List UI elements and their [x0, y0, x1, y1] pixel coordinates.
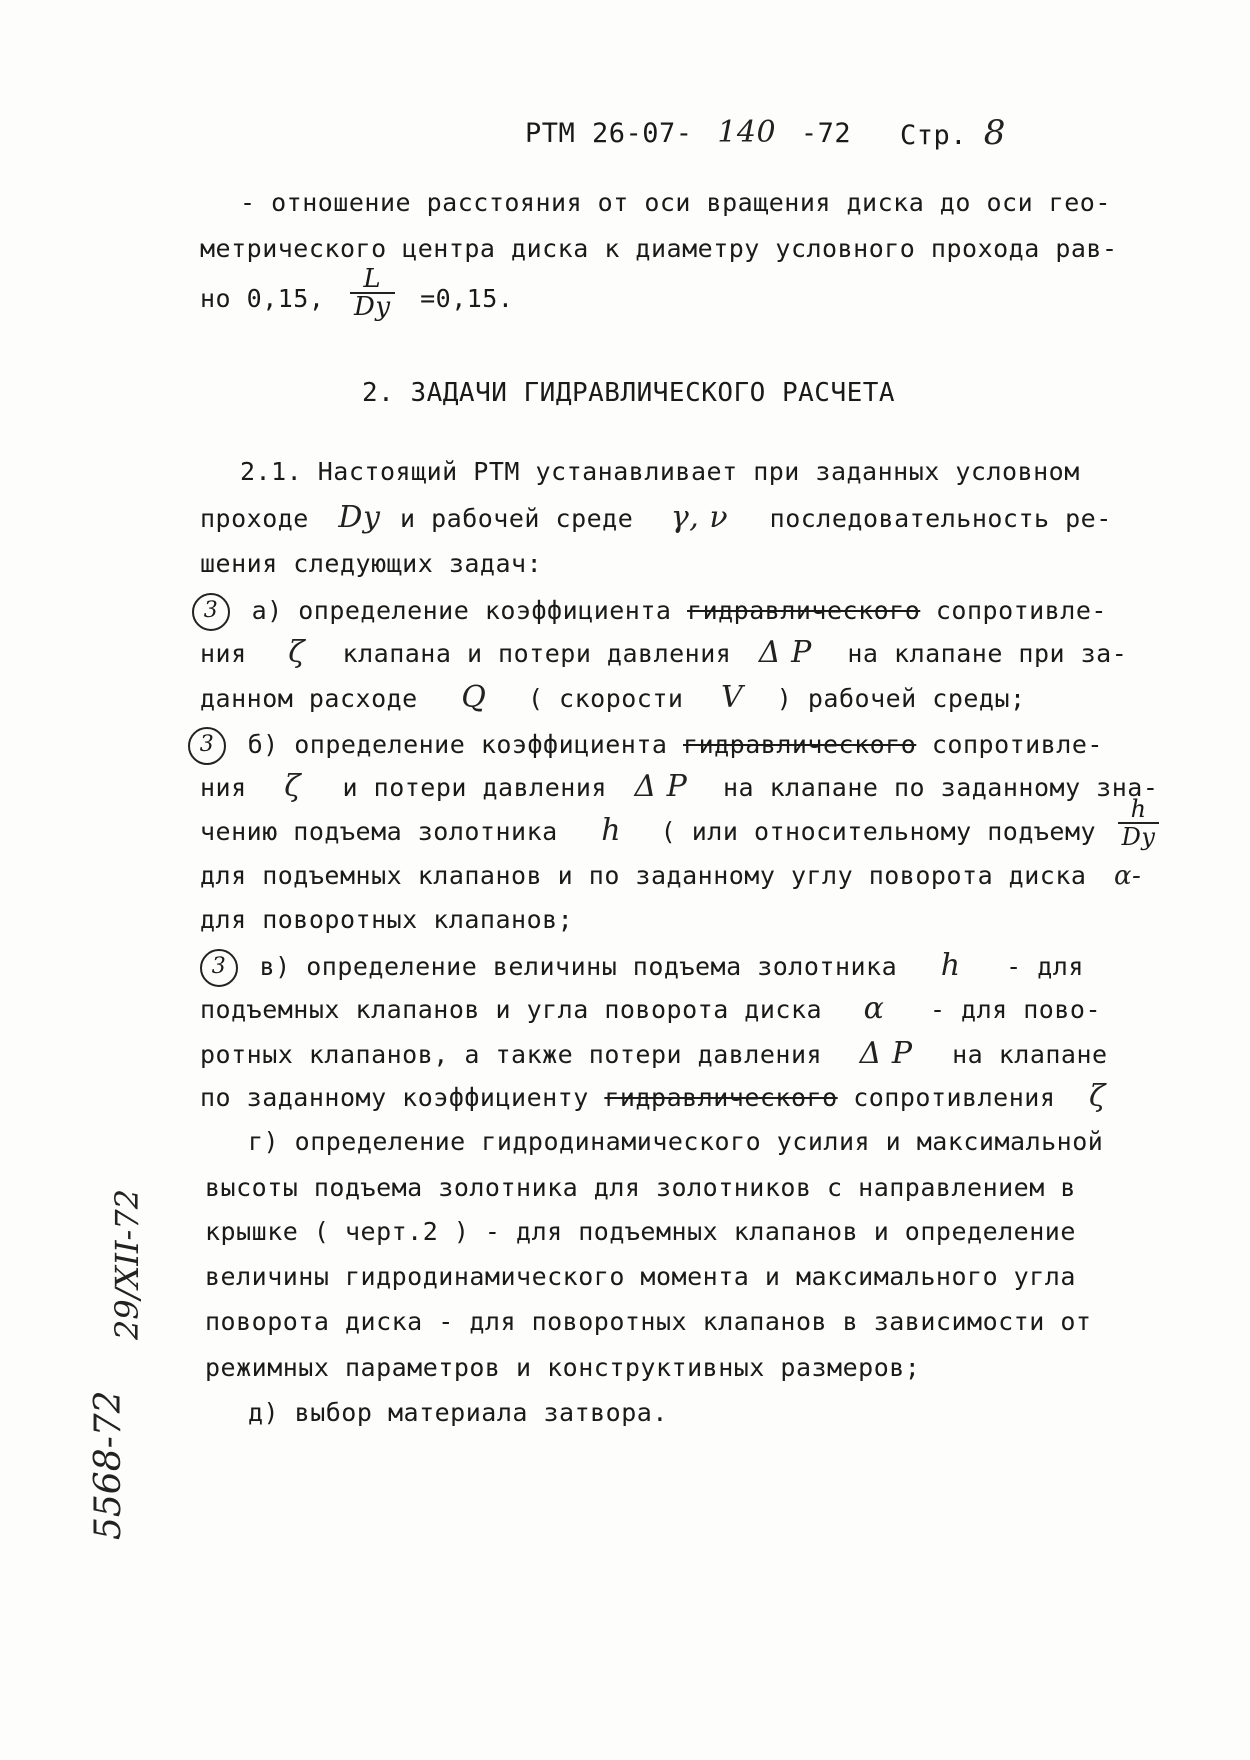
intro-line-3-prefix: но 0,15,: [200, 284, 325, 313]
item-a-l1a: а) определение коэффициента: [251, 596, 672, 625]
item-b-line-4: [200, 861, 1141, 891]
symbol-v: V: [721, 680, 744, 715]
item-b-line-3: [200, 795, 1159, 851]
intro-line-3-suffix: =0,15.: [420, 284, 514, 313]
p21-line-1: 2.1. Настоящий РТМ устанавливает при заданных условном: [240, 457, 1080, 486]
item-b-line-1: [188, 727, 1103, 765]
p21-line-2: [200, 500, 1112, 535]
item-g-line-2: высоты подъема золотника для золотников с направлением в: [205, 1173, 1076, 1202]
item-v-l2a: подъемных клапанов и угла поворота диска: [200, 995, 823, 1024]
item-a-l3c: ) рабочей среды;: [776, 684, 1026, 713]
page-label: Стр.: [900, 120, 968, 151]
item-v-l1a: в) определение величины подъема золотника: [259, 952, 898, 981]
symbol-zeta: ζ: [288, 635, 305, 670]
item-v-line-4: [200, 1079, 1106, 1114]
item-b-l2b: и потери давления: [342, 773, 607, 802]
item-v-struck-word: гидравлического: [604, 1083, 838, 1112]
item-b-line-5: для поворотных клапанов;: [200, 905, 574, 934]
item-g-line-1: г) определение гидродинамического усилия и максимальной: [248, 1127, 1104, 1156]
item-b-line-2: [200, 769, 1159, 804]
ratio-fraction: [350, 266, 395, 320]
item-b-l1b: сопротивле-: [931, 730, 1103, 759]
item-a-l1b: сопротивле-: [935, 596, 1107, 625]
item-g-line-4: величины гидродинамического момента и максимального угла: [205, 1262, 1076, 1291]
p21-line-2a: проходе: [200, 504, 309, 533]
symbol-gamma-nu: γ, ν: [670, 500, 729, 535]
item-a-l2a: ния: [200, 639, 247, 668]
item-v-l3b: на клапане: [952, 1040, 1108, 1069]
item-v-line-2: [200, 991, 1102, 1026]
item-v-l3a: ротных клапанов, а также потери давления: [200, 1040, 823, 1069]
circled-mark: 3: [200, 949, 238, 987]
item-a-l3b: ( скорости: [527, 684, 684, 713]
item-a-line-1: [192, 593, 1107, 631]
doc-code-prefix: РТМ 26-07-: [525, 118, 693, 149]
symbol-h: h: [601, 813, 622, 848]
p21-line-3: шения следующих задач:: [200, 549, 543, 578]
fraction-denominator: Dy: [353, 292, 391, 322]
item-b-l3b: ( или относительному подъему: [660, 817, 1097, 846]
item-a-l3a: данном расходе: [200, 684, 418, 713]
symbol-alpha: α-: [1114, 861, 1142, 891]
fraction-denominator: Dy: [1121, 823, 1156, 851]
margin-signature: 29/XII-72: [108, 1188, 146, 1340]
p21-line-2b: и рабочей среде: [400, 504, 634, 533]
item-v-l4b: сопротивления: [853, 1083, 1056, 1112]
item-b-l2c: на клапане по заданному зна-: [722, 773, 1159, 802]
symbol-delta-p: Δ P: [859, 1036, 913, 1071]
intro-line-1: - отношение расстояния от оси вращения диска до оси гео-: [240, 188, 1111, 217]
fraction-numerator: L: [350, 266, 395, 294]
item-a-struck-word: гидравлического: [687, 596, 921, 625]
item-v-line-1: [200, 949, 1084, 987]
relative-lift-fraction: [1118, 796, 1160, 850]
item-v-l4a: по заданному коэффициенту: [200, 1083, 589, 1112]
item-d: д) выбор материала затвора.: [248, 1398, 668, 1427]
symbol-q: Q: [461, 680, 487, 715]
item-v-l2b: - для пово-: [929, 995, 1102, 1024]
item-b-struck-word: гидравлического: [683, 730, 917, 759]
symbol-h: h: [940, 948, 961, 983]
item-a-line-2: [200, 635, 1128, 670]
item-b-l3a: чению подъема золотника: [200, 817, 558, 846]
item-a-l2b: клапана и потери давления: [342, 639, 732, 668]
item-a-line-3: [200, 680, 1026, 715]
item-g-line-6: режимных параметров и конструктивных размеров;: [205, 1353, 921, 1382]
item-g-line-3: крышке ( черт.2 ) - для подъемных клапанов и определение: [205, 1217, 1076, 1246]
symbol-alpha: α: [863, 991, 885, 1026]
item-v-l1b: - для: [1006, 952, 1084, 981]
symbol-delta-p: Δ P: [634, 769, 688, 804]
symbol-delta-p: Δ P: [758, 635, 812, 670]
section-title: 2. ЗАДАЧИ ГИДРАВЛИЧЕСКОГО РАСЧЕТА: [362, 378, 896, 408]
doc-code-suffix: -72: [800, 118, 852, 149]
symbol-zeta: ζ: [1088, 1079, 1106, 1114]
page-header: [525, 115, 852, 150]
doc-code-number: 140: [717, 115, 777, 150]
circled-mark: 3: [188, 727, 226, 765]
item-v-line-3: [200, 1036, 1108, 1071]
item-b-l4: для подъемных клапанов и по заданному углу поворота диска: [200, 861, 1087, 890]
intro-line-2: метрического центра диска к диаметру условного прохода рав-: [200, 234, 1118, 263]
symbol-zeta: ζ: [284, 769, 301, 804]
page-number: 8: [983, 113, 1006, 153]
item-g-line-5: поворота диска - для поворотных клапанов в зависимости от: [205, 1307, 1092, 1336]
symbol-dy: Dy: [338, 500, 381, 535]
item-a-l2c: на клапане при за-: [847, 639, 1128, 668]
item-b-l2a: ния: [200, 773, 247, 802]
fraction-numerator: h: [1118, 796, 1160, 824]
p21-line-2c: последовательность ре-: [769, 504, 1112, 533]
item-b-l1a: б) определение коэффициента: [247, 730, 668, 759]
intro-line-3: [200, 264, 514, 322]
circled-mark: 3: [192, 593, 230, 631]
margin-inventory-number: 5568-72: [88, 1390, 129, 1540]
page-number-label: [900, 113, 1006, 153]
